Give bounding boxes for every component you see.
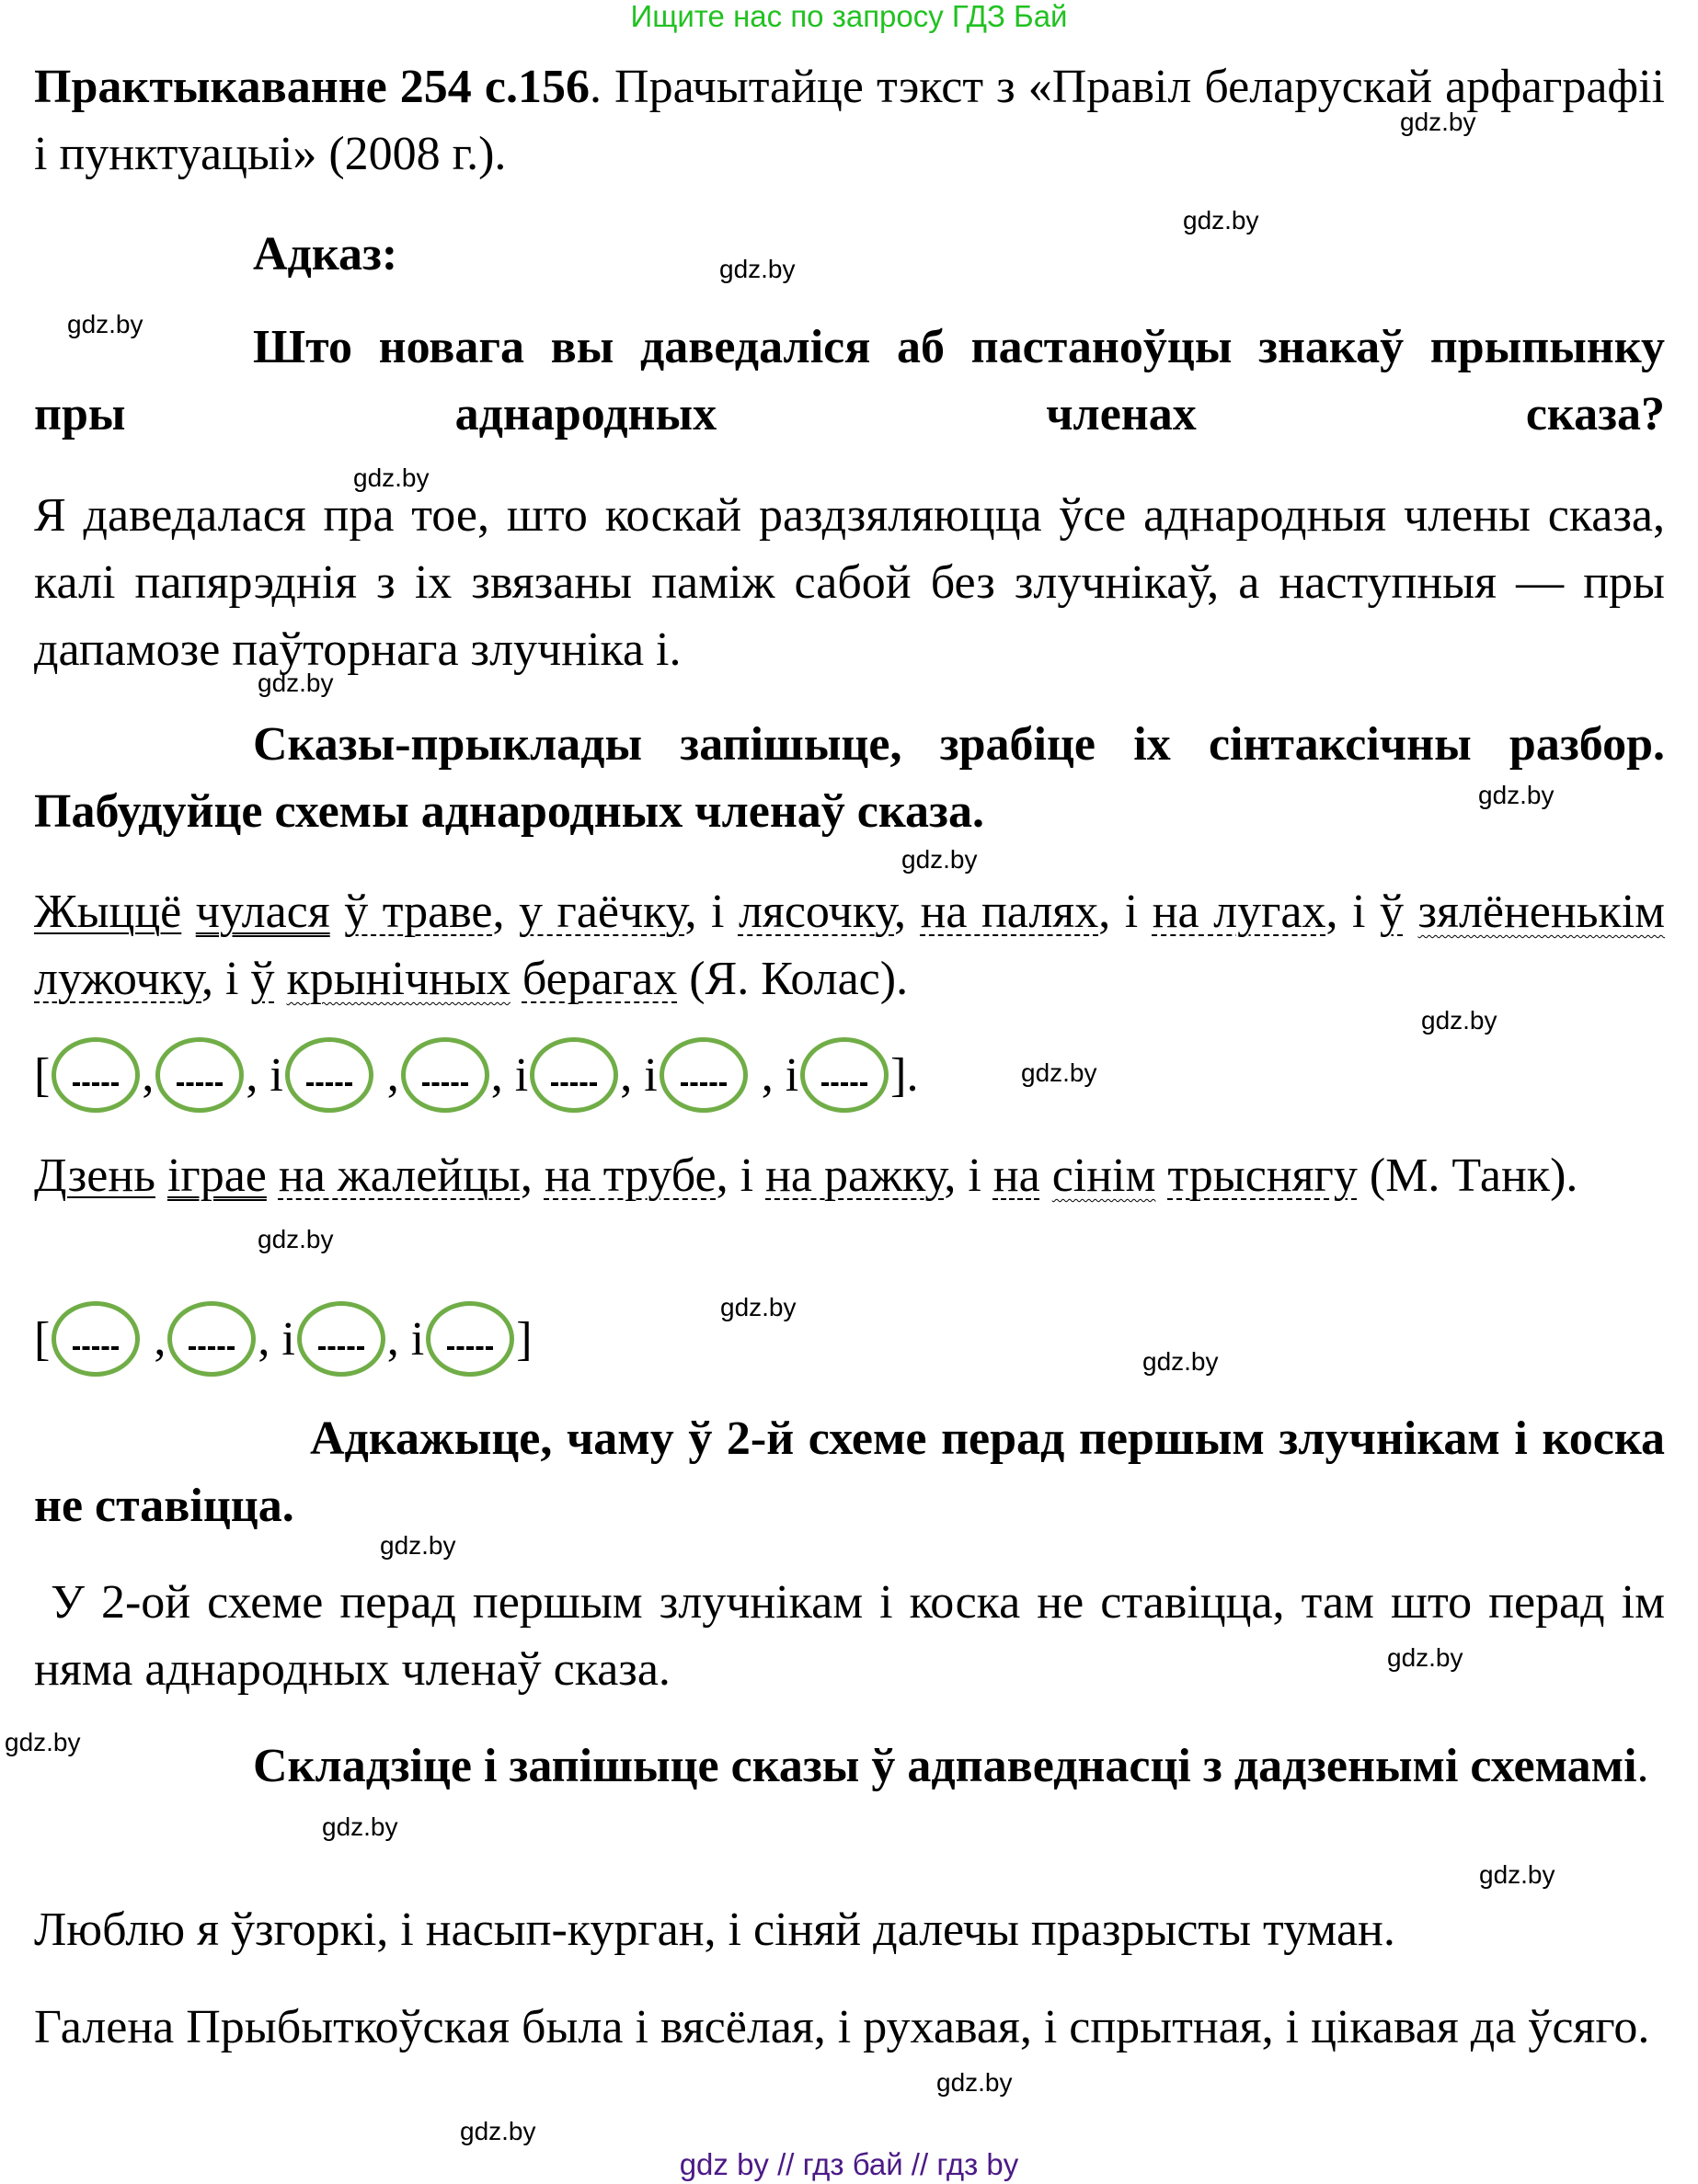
watermark: gdz.by <box>1387 1643 1463 1672</box>
member-oval <box>52 1037 140 1113</box>
homogeneous-member: на трубе <box>544 1149 717 1202</box>
question-1: Што новага вы даведаліся аб пастаноўцы знакаў прыпынку пры аднародных членах сказа? <box>34 321 1665 440</box>
answer-3: У 2-ой схеме перад першым злучнікам і коска не ставіцца, там што перад ім няма аднародных членаў сказа. <box>34 1576 1665 1696</box>
watermark: gdz.by <box>1478 781 1555 809</box>
homogeneous-member: лужочку <box>34 953 202 1005</box>
preposition: на <box>992 1149 1040 1202</box>
homogeneous-member: трыснягу <box>1167 1149 1358 1202</box>
watermark: gdz.by <box>460 2117 536 2145</box>
author: (М. Танк). <box>1369 1149 1578 1202</box>
author: (Я. Колас). <box>689 953 909 1005</box>
top-banner[interactable]: Ищите нас по запросу ГДЗ Бай <box>630 0 1068 33</box>
watermark: gdz.by <box>258 1225 334 1253</box>
member-oval <box>297 1301 385 1377</box>
watermark: gdz.by <box>258 669 334 697</box>
homogeneous-member: лясочку <box>738 886 895 938</box>
member-oval <box>660 1037 748 1113</box>
subject: Жыццё <box>34 886 182 938</box>
scheme-2: [ , , і , і ] <box>34 1301 533 1377</box>
member-oval <box>800 1037 889 1113</box>
homogeneous-member: на ражку <box>765 1149 945 1202</box>
homogeneous-member: на лугах <box>1152 886 1326 938</box>
answer-label: Адказ: <box>253 228 398 280</box>
bottom-banner[interactable]: gdz by // гдз бай // гдз by <box>679 2147 1019 2181</box>
attribute: сінім <box>1051 1149 1156 1202</box>
watermark: gdz.by <box>936 2068 1013 2097</box>
attribute: крынічных <box>286 953 511 1005</box>
predicate: чулася <box>195 886 330 938</box>
watermark: gdz.by <box>1421 1006 1497 1035</box>
attribute: зялёненькім <box>1417 886 1666 938</box>
member-oval <box>167 1301 256 1377</box>
watermark: gdz.by <box>901 845 978 874</box>
watermark: gdz.by <box>719 255 796 283</box>
member-oval <box>285 1037 373 1113</box>
watermark: gdz.by <box>1183 206 1259 234</box>
homogeneous-member: ў траве <box>344 886 493 938</box>
member-oval <box>426 1301 514 1377</box>
scheme-1: [ , , і , , і , і , і ]. <box>34 1037 918 1113</box>
homogeneous-member: берагах <box>522 953 678 1005</box>
watermark: gdz.by <box>5 1728 81 1756</box>
watermark: gdz.by <box>353 463 430 492</box>
watermark: gdz.by <box>1479 1860 1555 1889</box>
homogeneous-member: на жалейцы <box>278 1149 521 1202</box>
homogeneous-member: на палях <box>920 886 1099 938</box>
watermark: gdz.by <box>67 310 143 338</box>
homogeneous-member: у гаёчку <box>519 886 685 938</box>
exercise-number: Практыкаванне 254 с.156 <box>34 61 590 113</box>
watermark: gdz.by <box>322 1812 398 1841</box>
member-oval <box>52 1301 140 1377</box>
answer-1: Я даведалася пра тое, што коскай раздзяляюцца ўсе аднародныя члены сказа, калі папярэднія з іх звязаны паміж сабой без злучнікаў, а наступныя — пры дапамозе паўторнага злучніка і. <box>34 489 1665 676</box>
example-sentence-2: Дзень іграе на жалейцы, на трубе, і на ражку, і на сінім трыснягу (М. Танк). <box>34 1149 1578 1202</box>
answer-4-2: Галена Прыбыткоўская была і вясёлая, і рухавая, і спрытная, і цікавая да ўсяго. <box>34 2001 1650 2053</box>
question-2: Сказы-прыклады запішыце, зрабіце іх сінтаксічны разбор. Пабудуйце схемы аднародных членаў сказа. <box>34 718 1665 838</box>
watermark: gdz.by <box>1021 1058 1097 1087</box>
question-3: Адкажыце, чаму ў 2-й схеме перад першым злучнікам і коска не ставіцца. <box>34 1412 1665 1532</box>
question-4: Складзіце і запішыце сказы ў адпаведнасці з дадзенымі схемамі. <box>253 1740 1649 1792</box>
answer-4-1: Люблю я ўзгоркі, і насып-курган, і сіняй далечы празрысты туман. <box>34 1904 1395 1956</box>
exercise-instruction: . Прачытайце тэкст з «Правіл беларускай арфаграфіі і пунктуацыі» (2008 г.). <box>34 61 1665 180</box>
predicate: іграе <box>166 1149 267 1202</box>
member-oval <box>155 1037 244 1113</box>
watermark: gdz.by <box>720 1293 797 1321</box>
watermark: gdz.by <box>380 1531 456 1560</box>
member-oval <box>401 1037 489 1113</box>
watermark: gdz.by <box>1400 108 1476 136</box>
subject: Дзень <box>34 1149 155 1202</box>
watermark: gdz.by <box>1142 1347 1219 1376</box>
preposition: ў <box>1379 886 1404 938</box>
preposition: ў <box>250 953 275 1005</box>
example-sentence-1: Жыццё чулася ў траве, у гаёчку, і лясочку, на палях, і на лугах, і ў зялёненькім лужочку, і ў крынічных берагах (Я. Колас). <box>34 886 1666 1005</box>
member-oval <box>530 1037 618 1113</box>
